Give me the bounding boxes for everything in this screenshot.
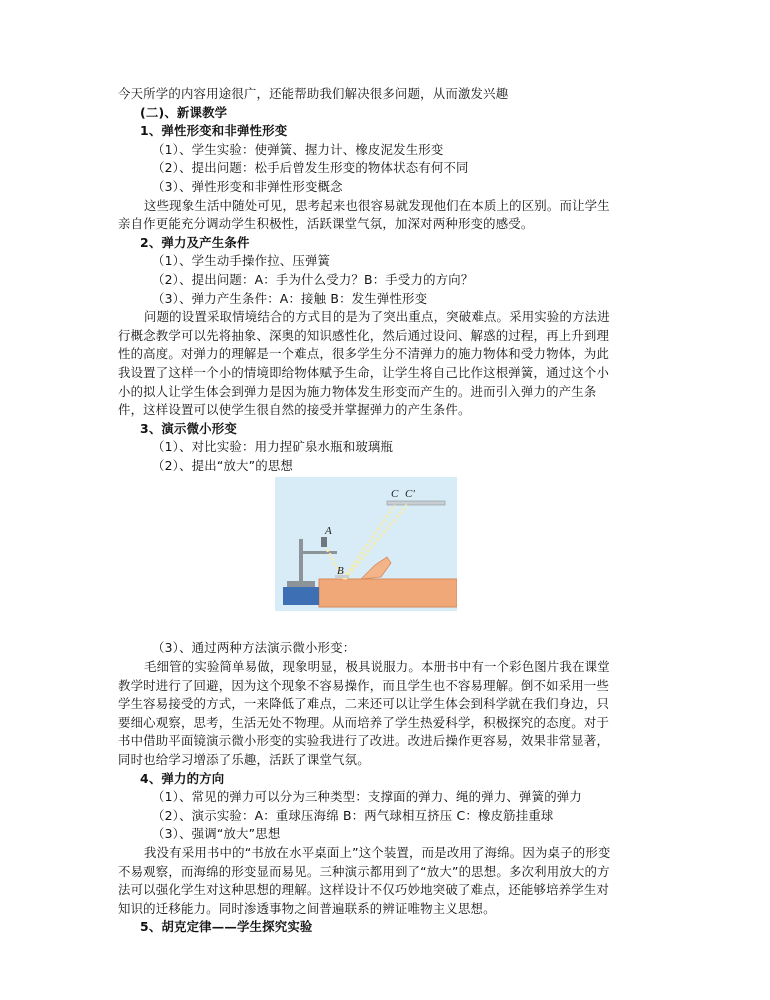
paragraph-line: 法可以强化学生对这种思想的理解。这样设计不仅巧妙地突破了难点，还能够培养学生对 bbox=[118, 882, 610, 898]
mirror-experiment-figure bbox=[275, 477, 457, 611]
paragraph-line: 同时也给学习增添了乐趣，活跃了课堂气氛。 bbox=[118, 752, 370, 768]
paragraph-line: 书中借助平面镜演示微小形变的实验我进行了改进。改进后操作更容易，效果非常显著， bbox=[118, 733, 610, 749]
stand-rod bbox=[299, 539, 303, 583]
paragraph-line: 不易观察，而海绵的形变显而易见。三种演示都用到了“放大”的思想。多次利用放大的方 bbox=[118, 863, 610, 879]
list-item: （1）、学生动手操作拉、压弹簧 bbox=[152, 253, 331, 269]
ceiling-mirror bbox=[387, 501, 445, 505]
paragraph-line: 知识的迁移能力。同时渗透事物之间普遍联系的辨证唯物主义思想。 bbox=[118, 900, 496, 916]
paragraph-line: 我没有采用书中的“书放在水平桌面上”这个装置，而是改用了海绵。因为桌子的形变 bbox=[144, 845, 611, 860]
paragraph-line: 要细心观察，思考，生活无处不物理。从而培养了学生热爱科学，积极探究的态度。对于 bbox=[118, 714, 610, 730]
list-item: （3）、通过两种方法演示微小形变： bbox=[152, 640, 356, 656]
list-item: （2）、提出“放大”的思想 bbox=[152, 457, 294, 473]
paragraph-line: 问题的设置采取情境结合的方式目的是为了突出重点，突破难点。采用实验的方法进 bbox=[144, 309, 610, 325]
list-item: （3）、弹性形变和非弹性形变概念 bbox=[152, 178, 343, 194]
laser-pointer bbox=[321, 537, 327, 547]
figure-container bbox=[118, 475, 652, 639]
paragraph-line: 毛细管的实验简单易做，现象明显，极具说服力。本册书中有一个彩色图片我在课堂 bbox=[144, 659, 610, 675]
experiment-illustration bbox=[275, 477, 457, 611]
heading-3: 3、演示微小形变 bbox=[140, 420, 237, 436]
paragraph-line: 性的高度。对弹力的理解是一个难点，很多学生分不清弹力的施力物体和受力物体，为此 bbox=[118, 346, 610, 362]
paragraph-line: 亲自作更能充分调动学生积极性，活跃课堂气氛，加深对两种形变的感受。 bbox=[118, 216, 534, 232]
list-item: （1）、学生实验：使弹簧、握力计、橡皮泥发生形变 bbox=[152, 141, 444, 157]
paragraph-line: 件，这样设置可以使学生很自然的接受并掌握弹力的产生条件。 bbox=[118, 402, 471, 418]
table bbox=[319, 579, 457, 607]
list-item: （2）、提出问题：松手后曾发生形变的物体状态有何不同 bbox=[152, 160, 469, 176]
label-b: B bbox=[337, 565, 344, 578]
list-item: （3）、强调“放大”思想 bbox=[152, 826, 281, 842]
label-c: C bbox=[391, 488, 399, 501]
paragraph-line: 我设置了这样一个小的情境即给物体赋予生命，让学生将自己比作这根弹簧，通过这个小 bbox=[118, 364, 610, 380]
heading-4: 4、弹力的方向 bbox=[140, 770, 225, 786]
text-line: 今天所学的内容用途很广，还能帮助我们解决很多问题，从而激发兴趣 bbox=[118, 86, 509, 101]
heading-5: 5、胡克定律——学生探究实验 bbox=[140, 919, 313, 935]
label-c-prime: C′ bbox=[405, 488, 416, 501]
paragraph-line: 学生容易接受的方式，一来降低了难点，二来还可以让学生体会到科学就在我们身边，只 bbox=[118, 696, 610, 712]
list-item: （1）、常见的弹力可以分为三种类型：支撑面的弹力、绳的弹力、弹簧的弹力 bbox=[152, 789, 582, 805]
document-body bbox=[118, 85, 652, 937]
stand-arm bbox=[303, 551, 337, 554]
blue-block bbox=[283, 587, 319, 605]
list-item: （3）、弹力产生条件：A：接触 B：发生弹性形变 bbox=[152, 290, 428, 306]
list-item: （2）、演示实验：A：重球压海绵 B：两气球相互挤压 C：橡皮筋挂重球 bbox=[152, 807, 554, 823]
section-heading: (二)、新课教学 bbox=[140, 104, 228, 120]
paragraph-line: 行概念教学可以先将抽象、深奥的知识感性化，然后通过设问、解惑的过程，再上升到理 bbox=[118, 327, 610, 343]
heading-1: 1、弹性形变和非弹性形变 bbox=[140, 123, 288, 139]
list-item: （2）、提出问题：A：手为什么受力？B：手受力的方向？ bbox=[152, 271, 474, 287]
heading-2: 2、弹力及产生条件 bbox=[140, 234, 250, 250]
label-a: A bbox=[325, 525, 332, 538]
paragraph-line: 这些现象生活中随处可见，思考起来也很容易就发现他们在本质上的区别。而让学生 bbox=[144, 197, 610, 213]
paragraph-line: 小的拟人让学生体会到弹力是因为施力物体发生形变而产生的。进而引入弹力的产生条 bbox=[118, 383, 597, 399]
paragraph-line: 教学时进行了回避，因为这个现象不容易操作，而且学生也不容易理解。倒不如采用一些 bbox=[118, 677, 610, 693]
list-item: （1）、对比实验：用力捏矿泉水瓶和玻璃瓶 bbox=[152, 439, 394, 455]
